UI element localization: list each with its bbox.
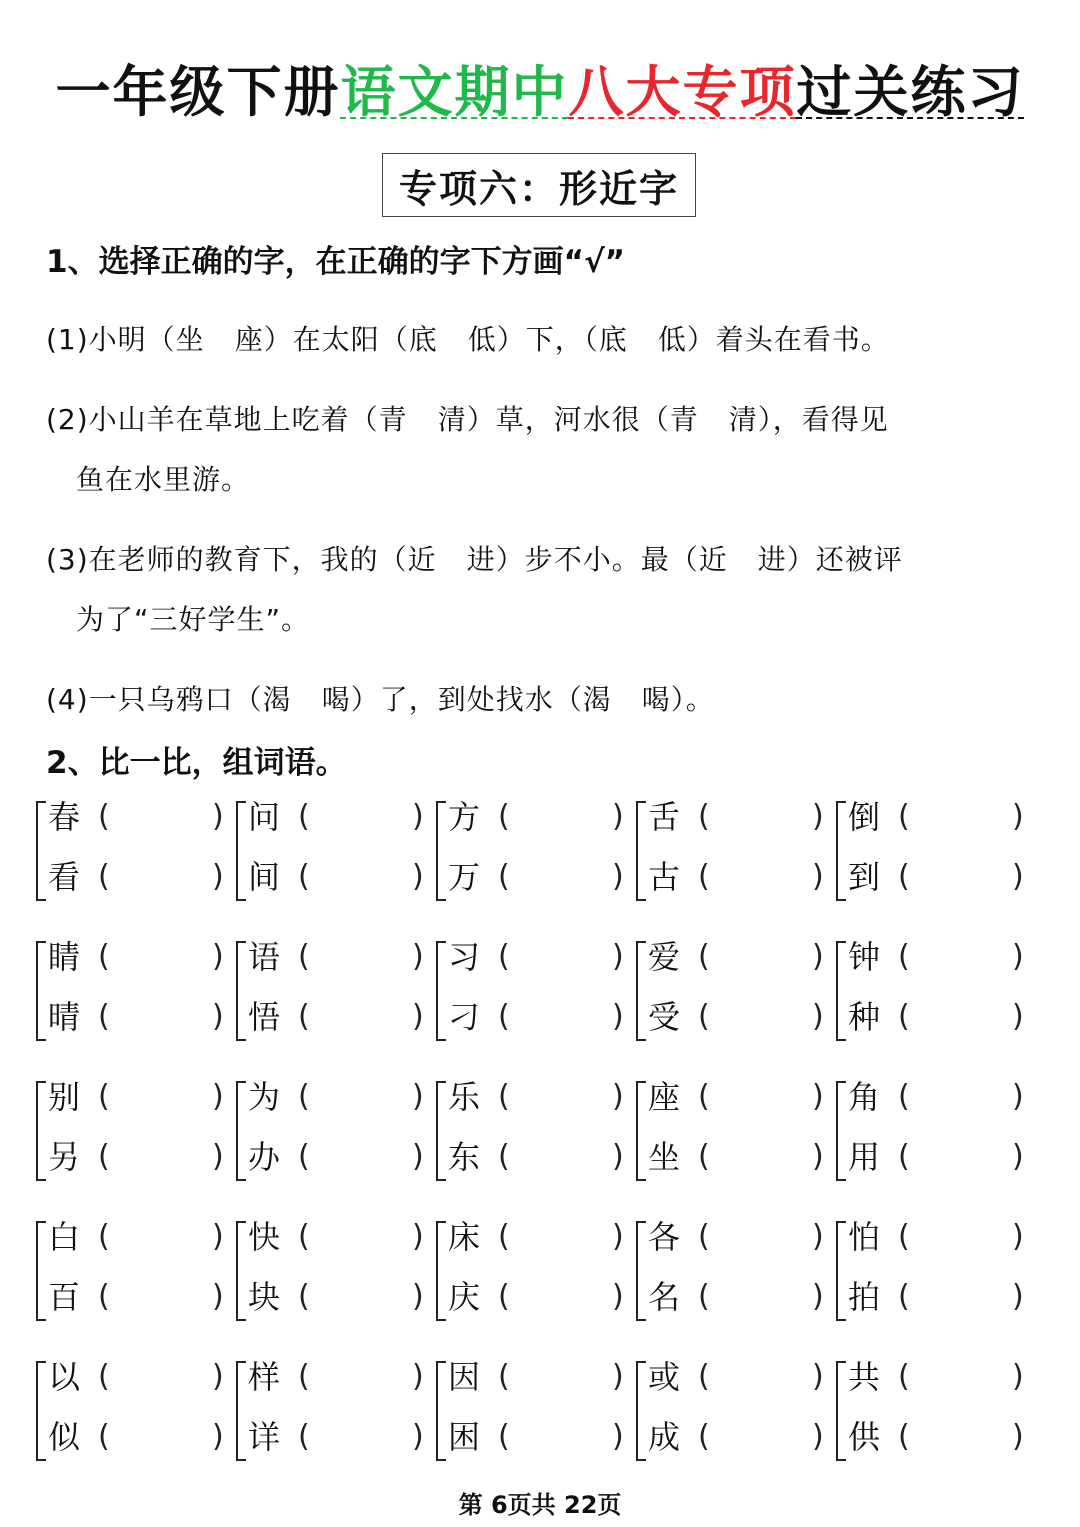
left-brace — [836, 1221, 846, 1321]
choice-option[interactable]: 清 — [728, 403, 758, 436]
answer-blank-open[interactable]: ( — [298, 1279, 310, 1314]
answer-blank-close[interactable]: ) — [612, 1359, 624, 1394]
left-brace — [236, 1361, 246, 1461]
pair-char-top: 别 — [48, 1078, 81, 1116]
answer-blank-open[interactable]: ( — [898, 1419, 910, 1454]
answer-blank-open[interactable]: ( — [98, 799, 110, 834]
pair-char-bottom: 刁 — [448, 998, 481, 1036]
choice-option[interactable]: 喝 — [321, 683, 351, 716]
answer-blank-close[interactable]: ) — [412, 1359, 424, 1394]
answer-blank-close[interactable]: ) — [812, 799, 824, 834]
left-brace — [636, 941, 646, 1041]
pair-char-bottom: 供 — [848, 1418, 881, 1456]
answer-blank-open[interactable]: ( — [898, 1219, 910, 1254]
answer-blank-close[interactable]: ) — [412, 1219, 424, 1254]
answer-blank-open[interactable]: ( — [498, 1079, 510, 1114]
answer-blank-open[interactable]: ( — [298, 1079, 310, 1114]
answer-blank-open[interactable]: ( — [498, 999, 510, 1034]
pair-char-top: 方 — [448, 798, 481, 836]
pair-char-bottom: 详 — [248, 1418, 281, 1456]
answer-blank-open[interactable]: ( — [698, 939, 710, 974]
answer-blank-close[interactable]: ) — [412, 1419, 424, 1454]
answer-blank-close[interactable]: ) — [612, 999, 624, 1034]
pair-char-bottom: 晴 — [48, 998, 81, 1036]
answer-blank-close[interactable]: ) — [1012, 1219, 1024, 1254]
answer-blank-open[interactable]: ( — [898, 999, 910, 1034]
page-title — [0, 62, 1080, 123]
answer-blank-close[interactable]: ) — [212, 1419, 224, 1454]
answer-blank-close[interactable]: ) — [212, 859, 224, 894]
pair-char-top: 座 — [648, 1078, 681, 1116]
pair-char-top: 样 — [248, 1358, 281, 1396]
question-1: (1)小明（坐 座）在太阳（底 低）下，（底 低）着头在看书。 — [46, 318, 890, 358]
answer-blank-close[interactable]: ) — [612, 799, 624, 834]
answer-blank-close[interactable]: ) — [612, 1279, 624, 1314]
answer-blank-open[interactable]: ( — [98, 1419, 110, 1454]
char-pair — [234, 1355, 434, 1475]
choice-option[interactable]: 底 — [598, 323, 628, 356]
page-number: 第 6页共 22页 — [458, 1491, 622, 1519]
answer-blank-open[interactable]: ( — [298, 1219, 310, 1254]
choice-option[interactable]: 进 — [757, 543, 787, 576]
pair-char-bottom: 坐 — [648, 1138, 681, 1176]
left-brace — [36, 941, 46, 1041]
pair-char-bottom: 受 — [648, 998, 681, 1036]
pair-char-bottom: 古 — [648, 858, 681, 896]
answer-blank-close[interactable]: ) — [412, 799, 424, 834]
answer-blank-close[interactable]: ) — [412, 999, 424, 1034]
left-brace — [36, 801, 46, 901]
left-brace — [236, 941, 246, 1041]
answer-blank-close[interactable]: ) — [412, 1079, 424, 1114]
left-brace — [236, 1081, 246, 1181]
choice-option[interactable]: 底 — [408, 323, 438, 356]
char-pair — [34, 1075, 234, 1195]
choice-option[interactable]: 低 — [657, 323, 687, 356]
left-brace — [836, 1081, 846, 1181]
pair-char-top: 床 — [448, 1218, 481, 1256]
answer-blank-open[interactable]: ( — [98, 1279, 110, 1314]
answer-blank-close[interactable]: ) — [612, 1219, 624, 1254]
answer-blank-open[interactable]: ( — [98, 1219, 110, 1254]
left-brace — [436, 941, 446, 1041]
choice-option[interactable]: 青 — [669, 403, 699, 436]
answer-blank-open[interactable]: ( — [698, 1139, 710, 1174]
pair-char-bottom: 庆 — [448, 1278, 481, 1316]
left-brace — [36, 1081, 46, 1181]
choice-option[interactable]: 近 — [407, 543, 437, 576]
answer-blank-close[interactable]: ) — [1012, 799, 1024, 834]
question-2: (2)小山羊在草地上吃着（青 清）草，河水很（青 清），看得见 — [46, 398, 889, 438]
pair-char-top: 钟 — [848, 938, 881, 976]
pair-char-bottom: 拍 — [848, 1278, 881, 1316]
grid-row — [34, 1215, 1034, 1355]
answer-blank-open[interactable]: ( — [498, 1219, 510, 1254]
answer-blank-open[interactable]: ( — [698, 859, 710, 894]
char-pair — [634, 935, 834, 1055]
answer-blank-close[interactable]: ) — [412, 1139, 424, 1174]
char-pair — [834, 935, 1034, 1055]
answer-blank-open[interactable]: ( — [98, 1139, 110, 1174]
pair-char-top: 问 — [248, 798, 281, 836]
answer-blank-open[interactable]: ( — [898, 1139, 910, 1174]
answer-blank-open[interactable]: ( — [498, 1279, 510, 1314]
pair-char-top: 爱 — [648, 938, 681, 976]
pair-char-top: 白 — [48, 1218, 81, 1256]
answer-blank-close[interactable]: ) — [1012, 999, 1024, 1034]
section-subtitle: 专项六：形近字 — [398, 166, 679, 211]
answer-blank-close[interactable]: ) — [212, 999, 224, 1034]
pair-char-top: 春 — [48, 798, 81, 836]
left-brace — [36, 1361, 46, 1461]
answer-blank-close[interactable]: ) — [212, 1139, 224, 1174]
char-pair — [834, 1355, 1034, 1475]
pair-char-top: 乐 — [448, 1078, 481, 1116]
answer-blank-open[interactable]: ( — [698, 799, 710, 834]
answer-blank-close[interactable]: ) — [812, 1279, 824, 1314]
answer-blank-close[interactable]: ) — [612, 859, 624, 894]
choice-option[interactable]: 渴 — [262, 683, 292, 716]
exercise1-heading: 1、选择正确的字，在正确的字下方画“√” — [46, 244, 625, 280]
choice-option[interactable]: 清 — [437, 403, 467, 436]
answer-blank-close[interactable]: ) — [612, 1079, 624, 1114]
question-3: (3)在老师的教育下，我的（近 进）步不小。最（近 进）还被评 — [46, 538, 903, 578]
answer-blank-close[interactable]: ) — [812, 939, 824, 974]
answer-blank-open[interactable]: ( — [698, 1359, 710, 1394]
left-brace — [636, 1221, 646, 1321]
char-pair — [434, 1215, 634, 1335]
left-brace — [636, 1081, 646, 1181]
left-brace — [436, 1361, 446, 1461]
pair-char-bottom: 东 — [448, 1138, 481, 1176]
answer-blank-open[interactable]: ( — [298, 799, 310, 834]
char-pair — [34, 1215, 234, 1335]
pair-char-bottom: 另 — [48, 1138, 81, 1176]
char-pair — [634, 1355, 834, 1475]
char-pair — [834, 1215, 1034, 1335]
left-brace — [436, 1081, 446, 1181]
answer-blank-open[interactable]: ( — [498, 1419, 510, 1454]
answer-blank-open[interactable]: ( — [898, 1279, 910, 1314]
pair-char-bottom: 块 — [248, 1278, 281, 1316]
answer-blank-open[interactable]: ( — [898, 1079, 910, 1114]
answer-blank-open[interactable]: ( — [698, 1079, 710, 1114]
title-part-topics: 八大专项 — [568, 60, 797, 124]
answer-blank-close[interactable]: ) — [212, 799, 224, 834]
char-pair — [434, 795, 634, 915]
answer-blank-open[interactable]: ( — [698, 1419, 710, 1454]
answer-blank-close[interactable]: ) — [612, 939, 624, 974]
pair-char-bottom: 百 — [48, 1278, 81, 1316]
answer-blank-open[interactable]: ( — [98, 1359, 110, 1394]
answer-blank-close[interactable]: ) — [412, 859, 424, 894]
grid-row — [34, 1075, 1034, 1215]
answer-blank-close[interactable]: ) — [212, 1279, 224, 1314]
pair-char-top: 舌 — [648, 798, 681, 836]
char-pair — [434, 1355, 634, 1475]
char-pair — [34, 795, 234, 915]
choice-option[interactable]: 进 — [466, 543, 496, 576]
answer-blank-close[interactable]: ) — [1012, 1139, 1024, 1174]
pair-char-bottom: 看 — [48, 858, 81, 896]
answer-blank-close[interactable]: ) — [812, 1419, 824, 1454]
left-brace — [636, 801, 646, 901]
answer-blank-close[interactable]: ) — [212, 1219, 224, 1254]
answer-blank-open[interactable]: ( — [298, 1359, 310, 1394]
answer-blank-open[interactable]: ( — [898, 939, 910, 974]
pair-char-top: 睛 — [48, 938, 81, 976]
answer-blank-close[interactable]: ) — [612, 1419, 624, 1454]
pair-char-bottom: 万 — [448, 858, 481, 896]
answer-blank-close[interactable]: ) — [1012, 1359, 1024, 1394]
answer-blank-open[interactable]: ( — [898, 859, 910, 894]
char-pair — [834, 795, 1034, 915]
pair-char-top: 语 — [248, 938, 281, 976]
answer-blank-close[interactable]: ) — [412, 1279, 424, 1314]
answer-blank-open[interactable]: ( — [698, 1279, 710, 1314]
question-2-continued: 鱼在水里游。 — [76, 463, 251, 496]
char-pair — [634, 1075, 834, 1195]
answer-blank-close[interactable]: ) — [1012, 1079, 1024, 1114]
choice-option[interactable]: 近 — [698, 543, 728, 576]
answer-blank-open[interactable]: ( — [698, 1219, 710, 1254]
answer-blank-open[interactable]: ( — [98, 999, 110, 1034]
answer-blank-open[interactable]: ( — [298, 1139, 310, 1174]
grid-row — [34, 1355, 1034, 1495]
pair-char-top: 各 — [648, 1218, 681, 1256]
answer-blank-open[interactable]: ( — [498, 799, 510, 834]
answer-blank-close[interactable]: ) — [212, 1359, 224, 1394]
pair-char-bottom: 办 — [248, 1138, 281, 1176]
pair-char-top: 共 — [848, 1358, 881, 1396]
answer-blank-open[interactable]: ( — [298, 859, 310, 894]
answer-blank-close[interactable]: ) — [812, 999, 824, 1034]
char-pair — [634, 1215, 834, 1335]
answer-blank-open[interactable]: ( — [498, 1359, 510, 1394]
left-brace — [836, 941, 846, 1041]
grid-row — [34, 795, 1034, 935]
left-brace — [436, 801, 446, 901]
answer-blank-open[interactable]: ( — [98, 939, 110, 974]
pair-char-bottom: 悟 — [248, 998, 281, 1036]
title-part-subject: 语文期中 — [340, 60, 569, 124]
choice-option[interactable]: 青 — [378, 403, 408, 436]
exercise2-heading: 2、比一比，组词语。 — [46, 745, 347, 781]
char-pair — [234, 1215, 434, 1335]
answer-blank-open[interactable]: ( — [298, 1419, 310, 1454]
answer-blank-close[interactable]: ) — [612, 1139, 624, 1174]
answer-blank-close[interactable]: ) — [812, 1079, 824, 1114]
pair-char-bottom: 似 — [48, 1418, 81, 1456]
pair-char-bottom: 用 — [848, 1138, 881, 1176]
pair-char-top: 以 — [48, 1358, 81, 1396]
pair-char-top: 或 — [648, 1358, 681, 1396]
question-4: (4)一只乌鸦口（渴 喝）了，到处找水（渴 喝）。 — [46, 678, 715, 718]
pair-char-top: 快 — [248, 1218, 281, 1256]
left-brace — [236, 801, 246, 901]
title-part-grade: 一年级下册 — [55, 60, 341, 124]
pair-char-bottom: 种 — [848, 998, 881, 1036]
answer-blank-open[interactable]: ( — [498, 939, 510, 974]
choice-option[interactable]: 坐 — [175, 323, 205, 356]
pair-char-bottom: 成 — [648, 1418, 681, 1456]
answer-blank-open[interactable]: ( — [98, 859, 110, 894]
pair-char-top: 习 — [448, 938, 481, 976]
answer-blank-open[interactable]: ( — [298, 939, 310, 974]
pair-char-bottom: 困 — [448, 1418, 481, 1456]
answer-blank-close[interactable]: ) — [212, 1079, 224, 1114]
left-brace — [836, 801, 846, 901]
section-subtitle-box — [382, 153, 696, 217]
question-3-continued: 为了“三好学生”。 — [76, 603, 311, 636]
char-pair — [234, 935, 434, 1055]
pair-char-bottom: 名 — [648, 1278, 681, 1316]
answer-blank-close[interactable]: ) — [212, 939, 224, 974]
pair-char-top: 因 — [448, 1358, 481, 1396]
pair-char-top: 倒 — [848, 798, 881, 836]
answer-blank-open[interactable]: ( — [298, 999, 310, 1034]
left-brace — [36, 1221, 46, 1321]
pair-char-top: 怕 — [848, 1218, 881, 1256]
pair-char-top: 为 — [248, 1078, 281, 1116]
left-brace — [236, 1221, 246, 1321]
left-brace — [836, 1361, 846, 1461]
answer-blank-open[interactable]: ( — [498, 1139, 510, 1174]
answer-blank-open[interactable]: ( — [498, 859, 510, 894]
char-pair — [434, 935, 634, 1055]
answer-blank-close[interactable]: ) — [1012, 859, 1024, 894]
answer-blank-open[interactable]: ( — [898, 1359, 910, 1394]
title-part-practice: 过关练习 — [796, 60, 1025, 124]
pair-char-bottom: 间 — [248, 858, 281, 896]
choice-option[interactable]: 喝 — [641, 683, 671, 716]
answer-blank-close[interactable]: ) — [812, 1219, 824, 1254]
left-brace — [436, 1221, 446, 1321]
char-pair — [34, 935, 234, 1055]
answer-blank-close[interactable]: ) — [812, 1359, 824, 1394]
choice-option[interactable]: 低 — [467, 323, 497, 356]
choice-option[interactable]: 座 — [234, 323, 264, 356]
grid-row — [34, 935, 1034, 1075]
char-pair — [234, 1075, 434, 1195]
char-pair — [834, 1075, 1034, 1195]
word-pair-grid — [34, 795, 1034, 1495]
answer-blank-close[interactable]: ) — [1012, 1279, 1024, 1314]
answer-blank-close[interactable]: ) — [812, 1139, 824, 1174]
char-pair — [434, 1075, 634, 1195]
left-brace — [636, 1361, 646, 1461]
answer-blank-open[interactable]: ( — [898, 799, 910, 834]
answer-blank-close[interactable]: ) — [812, 859, 824, 894]
answer-blank-close[interactable]: ) — [1012, 1419, 1024, 1454]
char-pair — [634, 795, 834, 915]
answer-blank-open[interactable]: ( — [698, 999, 710, 1034]
answer-blank-close[interactable]: ) — [1012, 939, 1024, 974]
pair-char-top: 角 — [848, 1078, 881, 1116]
char-pair — [234, 795, 434, 915]
choice-option[interactable]: 渴 — [582, 683, 612, 716]
answer-blank-open[interactable]: ( — [98, 1079, 110, 1114]
pair-char-bottom: 到 — [848, 858, 881, 896]
answer-blank-close[interactable]: ) — [412, 939, 424, 974]
char-pair — [34, 1355, 234, 1475]
